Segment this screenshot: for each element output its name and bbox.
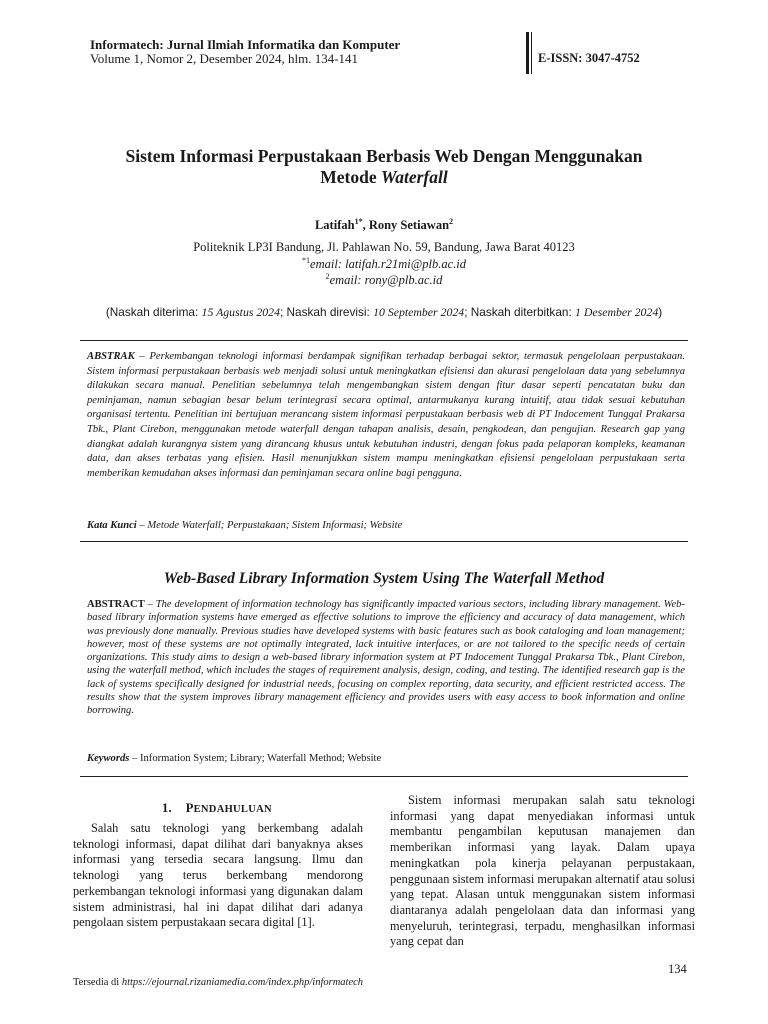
abstract-text: The development of information technology has significantly impacted various sectors, including library management. Web-based library information systems have emerged as effective solutions to improve the efficiency and accuracy of data management, which was previously done manually. Previous studies have developed systems with basic features such as book cataloging and loan management; however, most of these systems are not optimally integrated, lack intuitive interfaces, or are not tailored to the specific needs of certain organizations. This study aims to design a web-based library information system at PT Indocement Tunggal Prakarsa Tbk., Plant Cirebon, using the waterfall method, which includes the stages of requirement analysis, design, coding, and testing. The identified research gap is the lack of systems specifically designed for industrial needs, focusing on complex reporting, data security, and efficient restricted access. The results show that the system improves library management efficiency and provides users with easy access to book information and online borrowing. — [87, 599, 685, 717]
body-left-column: Salah satu teknologi yang berkembang adalah teknologi informasi, dapat dilihat dari banyaknya akses informasi yang tersedia secara langsung. Ilmu dan teknologi yang terus berkembang mendorong perkembangan teknologi informasi yang digunakan dalam sistem administrasi, hal ini dapat dilihat dari adanya pengolaan sistem perpustakaan secara digital [1]. — [73, 821, 363, 930]
author-1: Latifah — [314, 218, 355, 233]
title-line-2 — [60, 167, 708, 188]
email-1 — [60, 256, 708, 272]
date-published: 1 Desember 2024 — [575, 305, 659, 319]
manuscript-dates — [55, 305, 713, 320]
body-right-column: Sistem informasi merupakan salah satu teknologi informasi yang dapat menyediakan informasi untuk membantu pengambilan keputusan manajemen dan memberikan informasi yang layak. Dalam upaya meningkatkan pola kinerja pelayanan perpustakaan, penggunaan sistem informasi merupakan alternatif atau solusi yang tepat. Alasan untuk menggunakan sistem informasi diantaranya adalah pengelolaan data dan informasi yang menyeluruh, terintegrasi, terpadu, menghasilkan informasi yang cepat dan — [390, 793, 695, 949]
date-revised: 10 September 2024 — [373, 305, 465, 319]
keywords — [87, 753, 381, 764]
section-heading-first: P — [185, 801, 194, 815]
author-1-sup: 1* — [354, 217, 363, 226]
abstract-label: ABSTRACT — [87, 599, 145, 610]
header-divider-thin — [531, 32, 532, 74]
kata-kunci-label: Kata Kunci — [87, 520, 137, 531]
title-line-2-prefix: Metode — [320, 167, 381, 187]
page-number: 134 — [668, 962, 687, 976]
dates-open: (Naskah diterima: — [105, 305, 202, 319]
author-2: Rony Setiawan — [368, 218, 450, 233]
email-2-text: email: rony@plb.ac.id — [329, 273, 443, 288]
kata-kunci — [87, 520, 402, 531]
journal-name: Informatech: Jurnal Ilmiah Informatika dan Komputer — [90, 37, 401, 52]
email-2 — [60, 272, 708, 288]
author-separator: , — [362, 218, 369, 233]
footer-url[interactable]: https://ejournal.rizaniamedia.com/index.php/informatech — [121, 977, 364, 988]
dates-sep-1: ; Naskah direvisi: — [279, 305, 374, 319]
title-line-2-italic: Waterfall — [380, 167, 448, 187]
abstract-dash: – — [144, 599, 156, 610]
date-received: 15 Agustus 2024 — [201, 305, 280, 319]
abstrak-dash: – — [134, 351, 150, 362]
paper-title — [60, 146, 708, 188]
dates-close: ) — [658, 305, 663, 319]
header-divider-thick — [526, 32, 529, 74]
abstract-block — [87, 598, 685, 718]
affiliation: Politeknik LP3I Bandung, Jl. Pahlawan No. 59, Bandung, Jawa Barat 40123 — [193, 240, 575, 254]
abstrak-block — [87, 350, 685, 481]
issn: E-ISSN: 3047-4752 — [538, 51, 640, 65]
keywords-label: Keywords — [87, 753, 130, 764]
footer-availability — [73, 977, 363, 988]
abstrak-text: Perkembangan teknologi informasi berdampak signifikan terhadap berbagai sektor, termasuk pengelolaan perpustakaan. Sistem informasi perpustakaan berbasis web menjadi solusi untuk meningkatkan efisiensi dan akurasi pengelolaan data yang sebelumnya dilakukan secara manual. Penelitian sebelumnya telah mengembangkan sistem dengan fitur dasar seperti pencatatan buku dan peminjaman, namun sebagian besar belum terintegrasi secara optimal, antarmukanya kurang intuitif, atau tidak sesuai kebutuhan organisasi tertentu. Penelitian ini bertujuan merancang sistem informasi perpustakaan berbasis web di PT Indocement Tunggal Prakarsa Tbk., Plant Cirebon, menggunakan metode waterfall dengan tahapan analisis, desain, pengkodean, dan pengujian. Research gap yang diangkat adalah kurangnya sistem yang dirancang khusus untuk kebutuhan industri, dengan fokus pada pelaporan kompleks, keamanan data, dan akses terbatas yang efisien. Hasil menunjukkan sistem mampu meningkatkan efisiensi pengelolaan perpustakaan serta memberikan kemudahan akses informasi dan peminjaman secara online bagi pengguna. — [87, 351, 685, 479]
abstrak-label: ABSTRAK — [87, 351, 135, 362]
author-list — [60, 217, 708, 233]
abstrak-bottom-rule — [80, 541, 688, 542]
dates-sep-2: ; Naskah diterbitkan: — [464, 305, 576, 319]
section-heading — [162, 801, 272, 816]
abstract-top-rule — [80, 340, 688, 341]
section-number: 1. — [162, 801, 172, 815]
section-heading-rest: ENDAHULUAN — [193, 804, 272, 815]
keywords-text: – Information System; Library; Waterfall Method; Website — [129, 753, 382, 764]
title-line-1: Sistem Informasi Perpustakaan Berbasis Web Dengan Menggunakan — [125, 146, 643, 166]
kata-kunci-text: – Metode Waterfall; Perpustakaan; Sistem Informasi; Website — [136, 520, 403, 531]
author-2-sup: 2 — [449, 217, 454, 226]
email-1-sup: *1 — [302, 256, 311, 265]
english-title: Web-Based Library Information System Using The Waterfall Method — [163, 570, 605, 587]
volume-info: Volume 1, Nomor 2, Desember 2024, hlm. 134-141 — [90, 51, 359, 66]
abstract-bottom-rule — [80, 776, 688, 777]
footer-prefix: Tersedia di — [73, 977, 122, 988]
email-1-text: email: latifah.r21mi@plb.ac.id — [310, 257, 466, 272]
email-2-sup: 2 — [325, 272, 330, 281]
